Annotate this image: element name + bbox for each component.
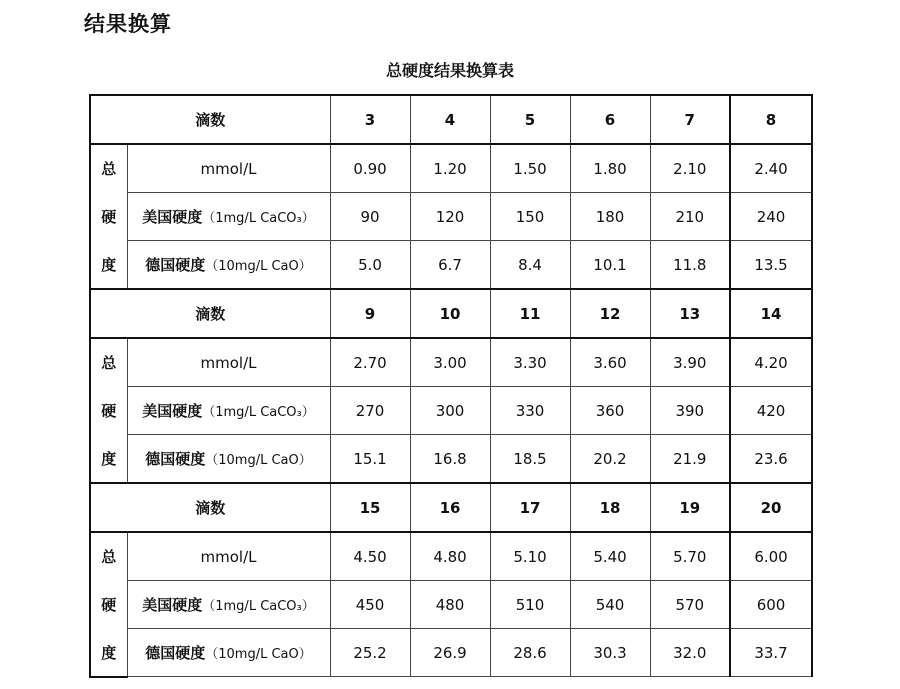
- row-label-us-hardness: [127, 387, 330, 435]
- table-row: [90, 193, 812, 241]
- value-cell: 3.90: [650, 338, 730, 387]
- value-cell: 2.70: [330, 338, 410, 387]
- row-label-mmol: mmol/L: [127, 144, 330, 193]
- value-cell: 15.1: [330, 435, 410, 484]
- page-title: 结果换算: [84, 12, 172, 36]
- drops-value: 18: [570, 483, 650, 532]
- drops-value: 5: [490, 95, 570, 144]
- drops-value: 20: [730, 483, 812, 532]
- table-row: [90, 532, 812, 581]
- side-label-char: 硬: [90, 387, 127, 435]
- drops-header-row: [90, 95, 812, 144]
- row-label-de-hardness: [127, 435, 330, 484]
- row-label-name: 德国硬度: [145, 644, 206, 662]
- value-cell: 540: [570, 581, 650, 629]
- row-label-name: 德国硬度: [145, 450, 206, 468]
- side-label-char: 硬: [90, 193, 127, 241]
- value-cell: 5.40: [570, 532, 650, 581]
- row-label-unit: （1mg/L CaCO₃）: [202, 211, 315, 226]
- drops-value: 6: [570, 95, 650, 144]
- drops-value: 8: [730, 95, 812, 144]
- value-cell: 480: [410, 581, 490, 629]
- value-cell: 23.6: [730, 435, 812, 484]
- drops-value: 11: [490, 289, 570, 338]
- value-cell: 180: [570, 193, 650, 241]
- value-cell: 5.10: [490, 532, 570, 581]
- value-cell: 6.00: [730, 532, 812, 581]
- value-cell: 3.30: [490, 338, 570, 387]
- row-label-name: 德国硬度: [145, 256, 206, 274]
- drops-value: 14: [730, 289, 812, 338]
- value-cell: 26.9: [410, 629, 490, 677]
- value-cell: 4.50: [330, 532, 410, 581]
- row-label-de-hardness: [127, 629, 330, 677]
- table-row: [90, 581, 812, 629]
- value-cell: 360: [570, 387, 650, 435]
- table-title: 总硬度结果换算表: [385, 61, 514, 80]
- value-cell: 3.60: [570, 338, 650, 387]
- row-label-name: 美国硬度: [142, 402, 203, 420]
- drops-value: 9: [330, 289, 410, 338]
- drops-label: 滴数: [90, 95, 330, 144]
- hardness-conversion-table: [89, 94, 813, 678]
- table-body: [90, 95, 812, 677]
- drops-header-row: [90, 483, 812, 532]
- value-cell: 300: [410, 387, 490, 435]
- value-cell: 420: [730, 387, 812, 435]
- value-cell: 600: [730, 581, 812, 629]
- value-cell: 30.3: [570, 629, 650, 677]
- drops-value: 16: [410, 483, 490, 532]
- value-cell: 120: [410, 193, 490, 241]
- value-cell: 330: [490, 387, 570, 435]
- value-cell: 4.80: [410, 532, 490, 581]
- row-label-us-hardness: [127, 581, 330, 629]
- value-cell: 150: [490, 193, 570, 241]
- drops-value: 7: [650, 95, 730, 144]
- drops-value: 15: [330, 483, 410, 532]
- value-cell: 0.90: [330, 144, 410, 193]
- drops-header-row: [90, 289, 812, 338]
- value-cell: 6.7: [410, 241, 490, 290]
- side-label-char: 总: [90, 532, 127, 581]
- row-label-unit: （1mg/L CaCO₃）: [202, 405, 315, 420]
- value-cell: 5.70: [650, 532, 730, 581]
- value-cell: 570: [650, 581, 730, 629]
- drops-value: 19: [650, 483, 730, 532]
- value-cell: 210: [650, 193, 730, 241]
- row-label-name: 美国硬度: [142, 208, 203, 226]
- table-row: [90, 241, 812, 290]
- value-cell: 90: [330, 193, 410, 241]
- drops-value: 4: [410, 95, 490, 144]
- value-cell: 510: [490, 581, 570, 629]
- row-label-name: 美国硬度: [142, 596, 203, 614]
- value-cell: 2.10: [650, 144, 730, 193]
- value-cell: 1.20: [410, 144, 490, 193]
- value-cell: 16.8: [410, 435, 490, 484]
- value-cell: 18.5: [490, 435, 570, 484]
- value-cell: 28.6: [490, 629, 570, 677]
- value-cell: 10.1: [570, 241, 650, 290]
- side-label-char: 度: [90, 435, 127, 484]
- value-cell: 1.50: [490, 144, 570, 193]
- table-row: [90, 144, 812, 193]
- value-cell: 25.2: [330, 629, 410, 677]
- value-cell: 5.0: [330, 241, 410, 290]
- drops-label: 滴数: [90, 289, 330, 338]
- row-label-us-hardness: [127, 193, 330, 241]
- value-cell: 450: [330, 581, 410, 629]
- drops-value: 3: [330, 95, 410, 144]
- value-cell: 33.7: [730, 629, 812, 677]
- drops-value: 10: [410, 289, 490, 338]
- row-label-unit: （10mg/L CaO）: [205, 453, 312, 468]
- table-row: [90, 387, 812, 435]
- table-row: [90, 338, 812, 387]
- row-label-unit: （10mg/L CaO）: [205, 647, 312, 662]
- value-cell: 2.40: [730, 144, 812, 193]
- drops-value: 13: [650, 289, 730, 338]
- value-cell: 390: [650, 387, 730, 435]
- row-label-de-hardness: [127, 241, 330, 290]
- value-cell: 1.80: [570, 144, 650, 193]
- value-cell: 13.5: [730, 241, 812, 290]
- row-label-mmol: mmol/L: [127, 338, 330, 387]
- table-row: [90, 435, 812, 484]
- value-cell: 32.0: [650, 629, 730, 677]
- side-label-char: 总: [90, 144, 127, 193]
- value-cell: 11.8: [650, 241, 730, 290]
- row-label-unit: （1mg/L CaCO₃）: [202, 599, 315, 614]
- value-cell: 8.4: [490, 241, 570, 290]
- side-label-char: 总: [90, 338, 127, 387]
- side-label-char: 度: [90, 241, 127, 290]
- side-label-char: 硬: [90, 581, 127, 629]
- row-label-unit: （10mg/L CaO）: [205, 259, 312, 274]
- value-cell: 270: [330, 387, 410, 435]
- drops-value: 17: [490, 483, 570, 532]
- value-cell: 240: [730, 193, 812, 241]
- drops-label: 滴数: [90, 483, 330, 532]
- row-label-mmol: mmol/L: [127, 532, 330, 581]
- table-row: [90, 629, 812, 677]
- drops-value: 12: [570, 289, 650, 338]
- value-cell: 3.00: [410, 338, 490, 387]
- value-cell: 20.2: [570, 435, 650, 484]
- value-cell: 21.9: [650, 435, 730, 484]
- value-cell: 4.20: [730, 338, 812, 387]
- side-label-char: 度: [90, 629, 127, 677]
